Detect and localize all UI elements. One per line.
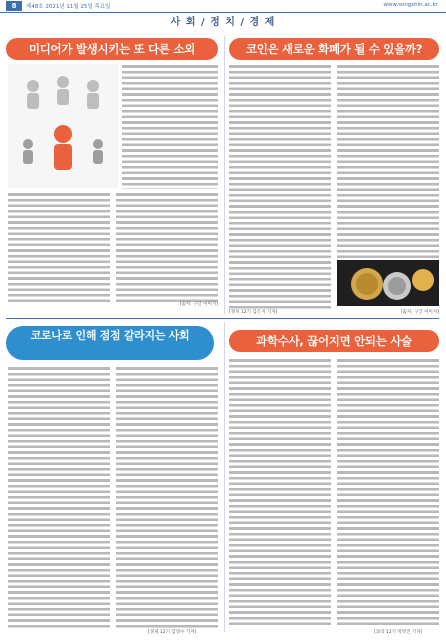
- vertical-divider-bottom: [224, 322, 225, 632]
- article-1-image: [8, 64, 118, 188]
- article-2-column-1: [229, 64, 331, 309]
- article-2-caption: [출처: 구글 이미지]: [400, 310, 439, 315]
- article-4-column-1: [229, 358, 331, 628]
- article-1-column-3: [116, 192, 218, 302]
- article-4-byline: [과학 12기 박영진 기자]: [374, 630, 423, 635]
- article-3-column-2: [116, 366, 218, 628]
- section-title: 사 회 / 정 치 / 경 제: [170, 17, 276, 28]
- article-2-image: [337, 260, 439, 306]
- article-1-column-2: [8, 192, 110, 302]
- horizontal-divider: [6, 318, 439, 319]
- issue-info: 제48호 2021년 11월 25일 목요일: [26, 4, 111, 10]
- article-4-title: 과학수사, 끊어지면 안되는 사슬: [229, 330, 439, 352]
- article-1-caption: [출처: 구글 이미지]: [179, 302, 218, 307]
- article-3-byline: [경제 12기 김영수 기자]: [148, 630, 197, 635]
- article-3-title: 코로나로 인해 점점 갈라지는 사회: [6, 326, 214, 360]
- article-2-column-2: [337, 64, 439, 259]
- vertical-divider-top: [224, 36, 225, 314]
- page-number: 8: [6, 1, 22, 11]
- article-4-column-2: [337, 358, 439, 628]
- article-1-title: 미디어가 발생시키는 또 다른 소외: [6, 38, 218, 60]
- website-link[interactable]: www.songshin.ac.kr: [383, 2, 438, 8]
- article-2-title: 코인은 새로운 화폐가 될 수 있을까?: [229, 38, 439, 60]
- article-3-column-1: [8, 366, 110, 628]
- page-header: [0, 0, 446, 13]
- article-1-byline: [정치 12기 김은지 기자]: [229, 310, 278, 315]
- article-1-column-1: [122, 64, 218, 189]
